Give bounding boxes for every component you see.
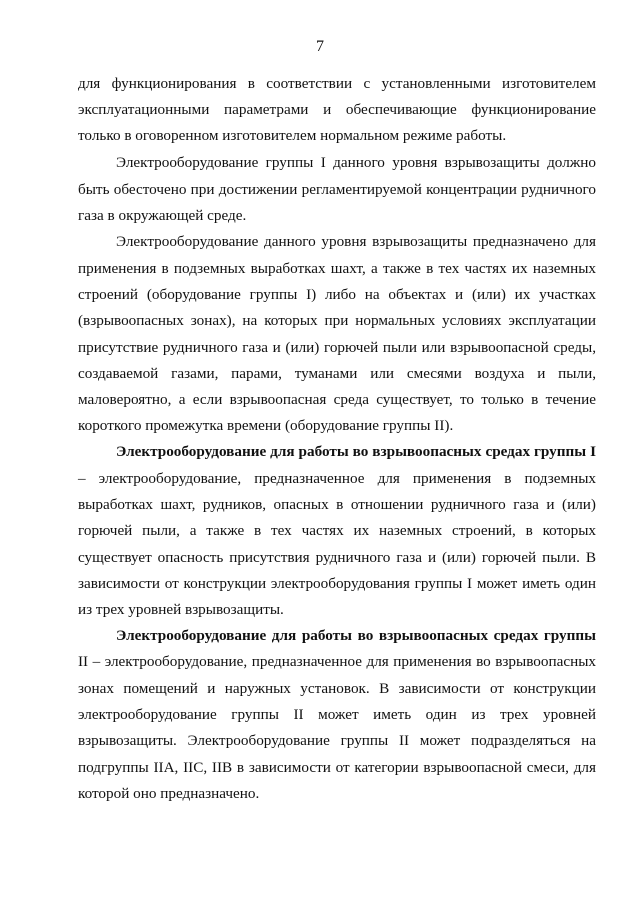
paragraph-5-line-3: зонах помещений и наружных установок. В зависимости от конструкции bbox=[78, 680, 596, 697]
paragraph-5-line-7: которой оно предназначено. bbox=[78, 785, 260, 802]
paragraph-3-line-4: (взрывоопасных зонах), на которых при нормальных условиях эксплуатации bbox=[78, 312, 596, 329]
paragraph-5-line-2: II – электрооборудование, предназначенное для применения во взрывоопасных bbox=[78, 653, 596, 670]
paragraph-3-line-8: короткого промежутка времени (оборудование группы II). bbox=[78, 417, 454, 434]
paragraph-5-line-6: подгруппы IIA, IIC, IIB в зависимости от категории взрывоопасной смеси, для bbox=[78, 759, 596, 776]
paragraph-3-line-1: Электрооборудование данного уровня взрывозащиты предназначено для bbox=[116, 233, 596, 250]
paragraph-4-line-7: из трех уровней взрывозащиты. bbox=[78, 601, 284, 618]
page-number: 7 bbox=[316, 38, 324, 55]
paragraph-3-line-6: создаваемой газами, парами, туманами или смесями воздуха и пыли, bbox=[78, 365, 596, 382]
paragraph-4-heading-line: Электрооборудование для работы во взрывоопасных средах группы I bbox=[116, 443, 596, 460]
paragraph-3-line-7: маловероятно, а если взрывоопасная среда существует, то только в течение bbox=[78, 391, 596, 408]
paragraph-2-line-3: газа в окружающей среде. bbox=[78, 207, 247, 224]
paragraph-1-line-3: только в оговоренном изготовителем нормальном режиме работы. bbox=[78, 127, 507, 144]
paragraph-5-line-4: электрооборудование группы II может иметь один из трех уровней bbox=[78, 706, 596, 723]
paragraph-3-line-3: строений (оборудование группы I) либо на объектах и (или) их участках bbox=[78, 286, 596, 303]
paragraph-2-line-1: Электрооборудование группы I данного уровня взрывозащиты должно bbox=[116, 154, 596, 171]
paragraph-5-heading-line: Электрооборудование для работы во взрывоопасных средах группы bbox=[116, 627, 596, 644]
paragraph-4-line-2: – электрооборудование, предназначенное для применения в подземных bbox=[78, 470, 596, 487]
paragraph-3-line-5: присутствие рудничного газа и (или) горючей пыли или взрывоопасной среды, bbox=[78, 339, 596, 356]
paragraph-2-line-2: быть обесточено при достижении регламентируемой концентрации рудничного bbox=[78, 181, 596, 198]
paragraph-5-line-5: взрывозащиты. Электрооборудование группы II может подразделяться на bbox=[78, 732, 596, 749]
paragraph-3-line-2: применения в подземных выработках шахт, а также в тех частях их наземных bbox=[78, 260, 596, 277]
paragraph-1-line-1: для функционирования в соответствии с установленными изготовителем bbox=[78, 75, 596, 92]
paragraph-4-line-4: горючей пыли, а также в тех частях их наземных строений, в которых bbox=[78, 522, 596, 539]
paragraph-4-line-6: зависимости от конструкции электрооборудования группы I может иметь один bbox=[78, 575, 596, 592]
paragraph-4-line-3: выработках шахт, рудников, опасных в отношении рудничного газа и (или) bbox=[78, 496, 596, 513]
paragraph-4-line-5: существует опасность присутствия рудничного газа и (или) горючей пыли. В bbox=[78, 549, 596, 566]
paragraph-1-line-2: эксплуатационными параметрами и обеспечивающие функционирование bbox=[78, 101, 596, 118]
